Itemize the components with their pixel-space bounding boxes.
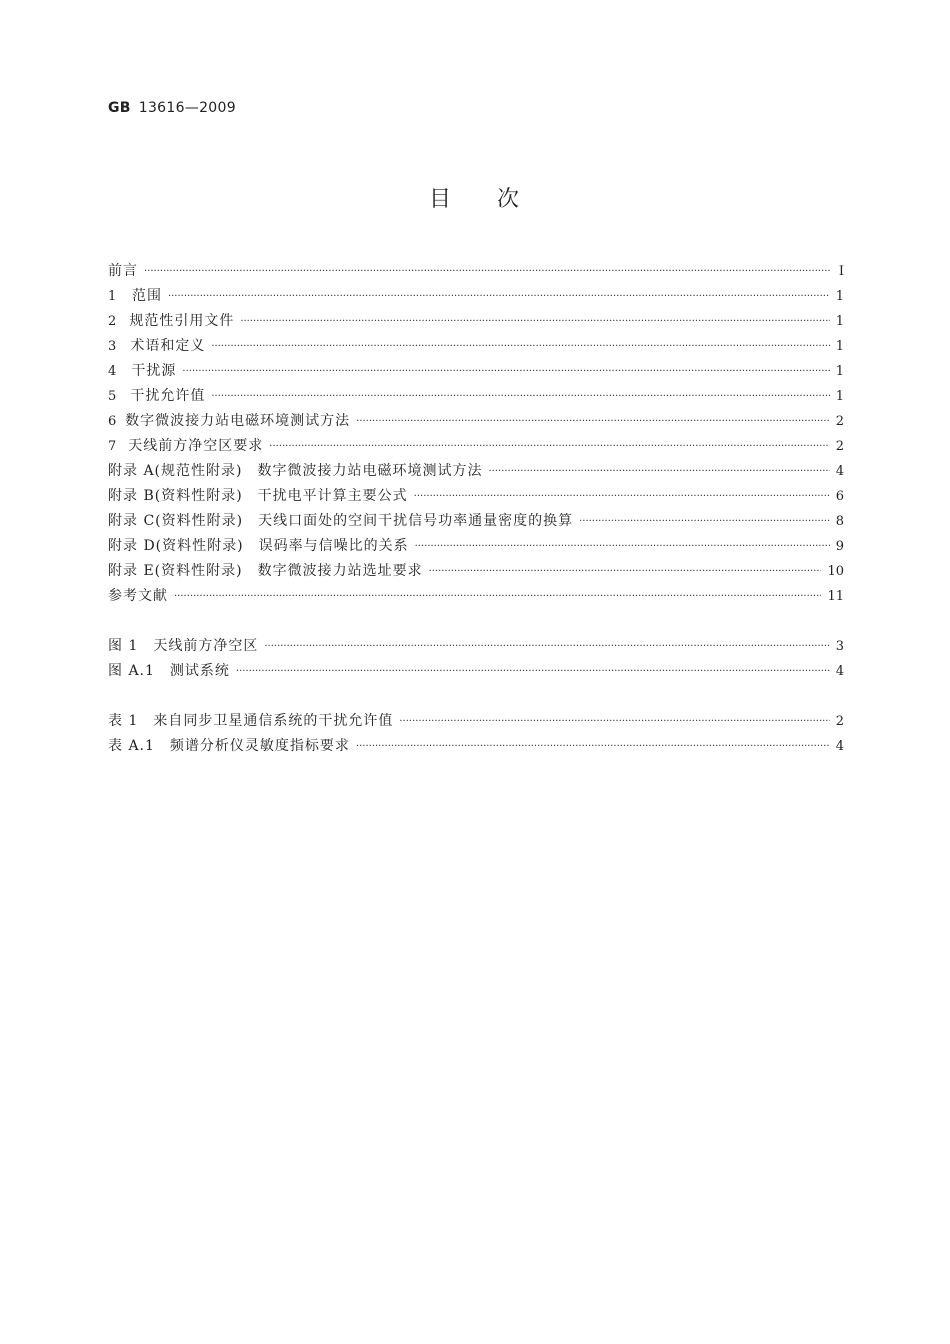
dot-leader xyxy=(211,334,829,359)
toc-entry-page: 10 xyxy=(827,564,844,579)
toc-entry-number: 6 xyxy=(108,414,117,429)
dot-leader xyxy=(356,734,830,759)
dot-leader xyxy=(579,509,830,534)
toc-entry-page: 1 xyxy=(835,364,844,379)
toc-entry-label: 附录 B(资料性附录) 干扰电平计算主要公式 xyxy=(108,488,408,504)
toc-entry-label: 干扰源 xyxy=(131,363,177,379)
toc-entry[interactable] xyxy=(108,434,844,459)
dot-leader xyxy=(269,434,829,459)
toc-entry[interactable] xyxy=(108,259,844,284)
toc-entry[interactable] xyxy=(108,309,844,334)
document-header xyxy=(108,100,236,116)
toc-entry-label: 规范性引用文件 xyxy=(129,313,235,329)
toc-entry[interactable] xyxy=(108,359,844,384)
toc-entry-page: 2 xyxy=(835,414,844,429)
toc-entry-label: 数字微波接力站电磁环境测试方法 xyxy=(125,413,351,429)
toc-entry-references[interactable] xyxy=(108,584,844,609)
toc-entry-page: 11 xyxy=(827,589,844,604)
toc-entry-page: 2 xyxy=(835,439,844,454)
toc-entry-label: 附录 D(资料性附录) 误码率与信噪比的关系 xyxy=(108,538,409,554)
toc-entry-appendix[interactable] xyxy=(108,559,844,584)
standard-number: 13616—2009 xyxy=(138,100,236,116)
toc-entry[interactable] xyxy=(108,284,844,309)
toc-entry-page: 1 xyxy=(835,339,844,354)
toc-entry-page: 1 xyxy=(835,289,844,304)
toc-entry-label: 图 1 天线前方净空区 xyxy=(108,638,259,654)
toc-entry-label: 前言 xyxy=(108,263,138,279)
toc-entry-number: 7 xyxy=(108,439,117,454)
toc-entry-number: 5 xyxy=(108,389,117,404)
toc-entry-label: 表 A.1 频谱分析仪灵敏度指标要求 xyxy=(108,738,350,754)
dot-leader xyxy=(182,359,829,384)
toc-tables xyxy=(108,709,844,759)
dot-leader xyxy=(236,659,830,684)
toc-figures xyxy=(108,634,844,684)
title-char-1: 目 xyxy=(428,187,453,212)
toc-entry[interactable] xyxy=(108,384,844,409)
toc-table-entry[interactable] xyxy=(108,709,844,734)
dot-leader xyxy=(488,459,829,484)
toc-entry-label: 附录 C(资料性附录) 天线口面处的空间干扰信号功率通量密度的换算 xyxy=(108,513,574,529)
toc-entry-number: 2 xyxy=(108,314,117,329)
dot-leader xyxy=(168,284,830,309)
toc-entry-appendix[interactable] xyxy=(108,534,844,559)
toc-entry-page: 6 xyxy=(835,489,844,504)
toc-entry[interactable] xyxy=(108,409,844,434)
toc-entry-label: 术语和定义 xyxy=(130,338,206,354)
toc-entry-appendix[interactable] xyxy=(108,459,844,484)
toc-entry-page: 1 xyxy=(835,314,844,329)
dot-leader xyxy=(415,534,830,559)
toc-entry-page: 4 xyxy=(835,739,844,754)
dot-leader xyxy=(414,484,830,509)
toc-entry-label: 干扰允许值 xyxy=(130,388,206,404)
toc-table-entry[interactable] xyxy=(108,734,844,759)
toc-entry[interactable] xyxy=(108,334,844,359)
table-of-contents xyxy=(108,259,844,759)
toc-entry-appendix[interactable] xyxy=(108,484,844,509)
toc-entry-label: 附录 E(资料性附录) 数字微波接力站选址要求 xyxy=(108,563,423,579)
toc-entry-page: 8 xyxy=(835,514,844,529)
dot-leader xyxy=(429,559,822,584)
toc-entry-page: 9 xyxy=(835,539,844,554)
toc-entry-label: 天线前方净空区要求 xyxy=(128,438,264,454)
dot-leader xyxy=(356,409,830,434)
toc-entry-page: 1 xyxy=(835,389,844,404)
page-title xyxy=(0,182,950,213)
toc-entry-number: 1 xyxy=(108,289,117,304)
toc-entry-page: 4 xyxy=(835,664,844,679)
toc-entry-number: 3 xyxy=(108,339,117,354)
toc-entry-label: 范围 xyxy=(131,288,162,304)
dot-leader xyxy=(144,259,830,284)
toc-figure-entry[interactable] xyxy=(108,659,844,684)
toc-entry-number: 4 xyxy=(108,364,117,379)
toc-entry-page: 3 xyxy=(835,639,844,654)
toc-entry-appendix[interactable] xyxy=(108,509,844,534)
dot-leader xyxy=(211,384,829,409)
dot-leader xyxy=(399,709,829,734)
toc-entry-page: 4 xyxy=(835,464,844,479)
dot-leader xyxy=(174,584,821,609)
toc-sections xyxy=(108,259,844,609)
toc-entry-label: 图 A.1 测试系统 xyxy=(108,663,230,679)
toc-entry-label: 表 1 来自同步卫星通信系统的干扰允许值 xyxy=(108,713,394,729)
toc-figure-entry[interactable] xyxy=(108,634,844,659)
title-char-2: 次 xyxy=(497,187,522,212)
toc-entry-page: Ⅰ xyxy=(838,264,844,279)
dot-leader xyxy=(240,309,829,334)
dot-leader xyxy=(264,634,829,659)
toc-entry-label: 参考文献 xyxy=(108,588,168,604)
standard-prefix: GB xyxy=(108,100,131,116)
toc-entry-label: 附录 A(规范性附录) 数字微波接力站电磁环境测试方法 xyxy=(108,463,483,479)
toc-entry-page: 2 xyxy=(835,714,844,729)
